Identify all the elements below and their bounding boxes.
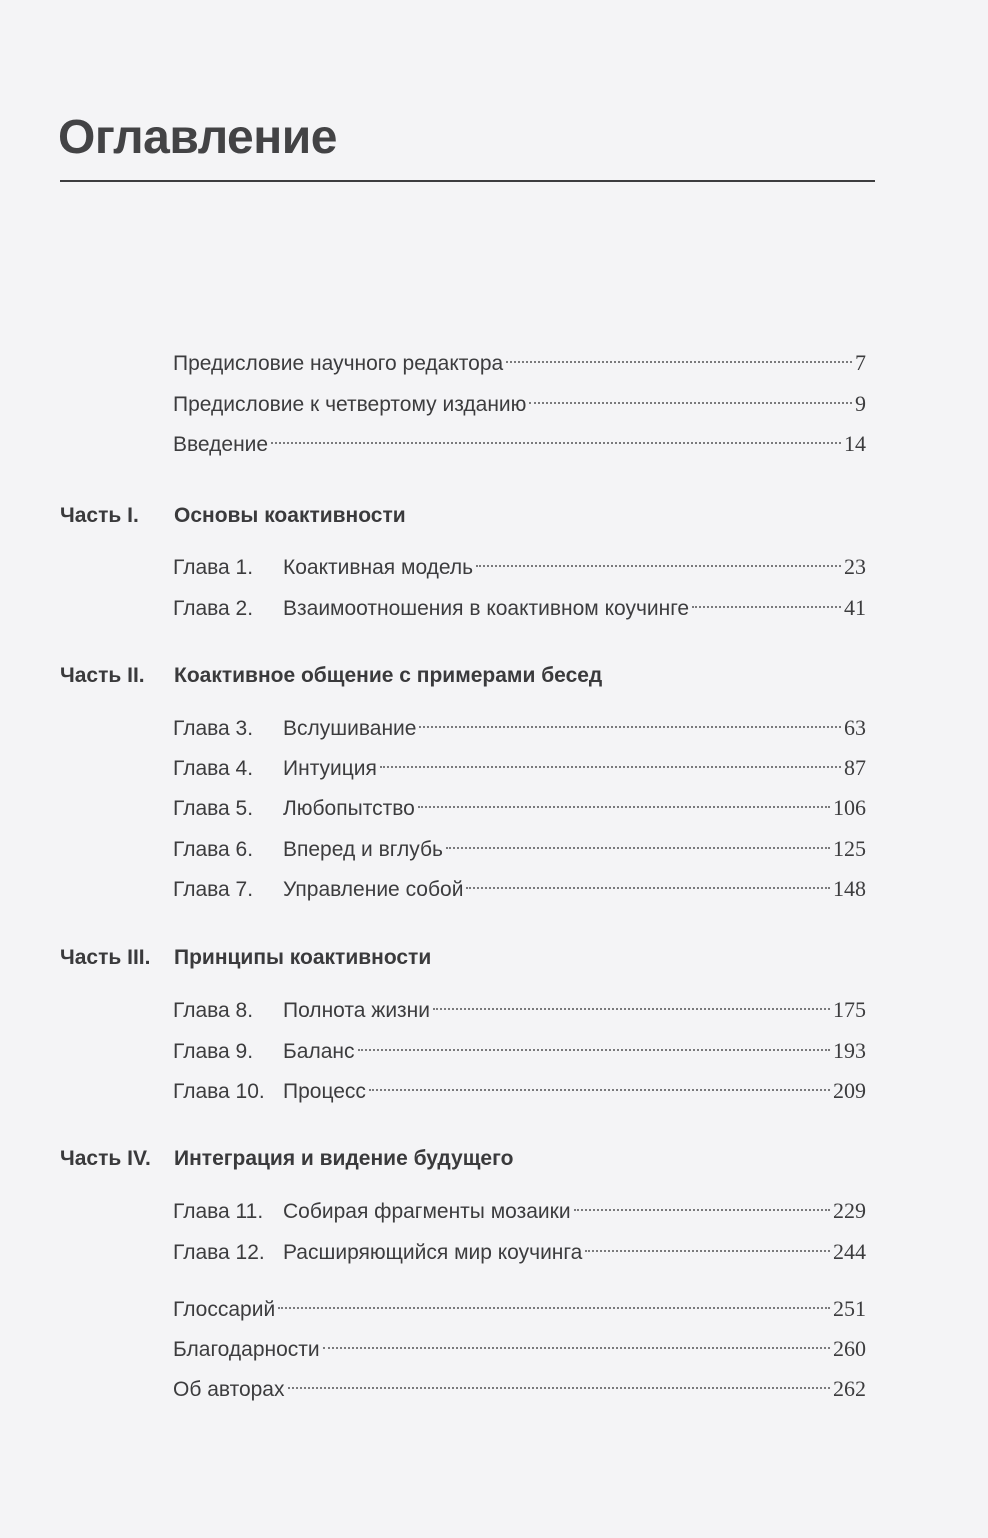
toc-entry-page: 14 — [844, 431, 866, 456]
chapter-page: 209 — [833, 1078, 866, 1103]
toc-chapter-1[interactable] — [173, 544, 866, 579]
chapter-number: Глава 2. — [173, 597, 254, 620]
toc-entry-page: 262 — [833, 1376, 866, 1401]
dot-leader — [418, 785, 830, 815]
chapter-number: Глава 9. — [173, 1040, 254, 1063]
part-label: Часть IV. — [60, 1147, 151, 1170]
toc-entry-label: Об авторах — [173, 1378, 285, 1401]
chapter-number: Глава 3. — [173, 717, 254, 740]
chapter-title: Интуиция — [283, 757, 377, 780]
chapter-number: Глава 7. — [173, 878, 254, 901]
toc-chapter-2[interactable] — [173, 585, 866, 620]
page-title: Оглавление — [58, 111, 337, 164]
toc-entry-back-1[interactable] — [173, 1286, 866, 1321]
dot-leader — [446, 826, 830, 856]
toc-chapter-5[interactable] — [173, 785, 866, 820]
part-label: Часть III. — [60, 946, 151, 969]
chapter-page: 229 — [833, 1198, 866, 1223]
dot-leader — [380, 745, 841, 775]
part-label: Часть II. — [60, 664, 145, 687]
toc-chapter-12[interactable] — [173, 1229, 866, 1264]
chapter-number: Глава 11. — [173, 1200, 264, 1223]
chapter-number: Глава 8. — [173, 999, 254, 1022]
chapter-title: Полнота жизни — [283, 999, 431, 1022]
chapter-number: Глава 10. — [173, 1080, 265, 1103]
toc-entry-page: 260 — [833, 1336, 866, 1361]
part-title: Основы коактивности — [174, 504, 406, 527]
chapter-page: 244 — [833, 1239, 866, 1264]
chapter-page: 106 — [833, 795, 866, 820]
toc-entry-page: 7 — [855, 350, 866, 375]
chapter-title: Процесс — [283, 1080, 366, 1103]
dot-leader — [369, 1068, 830, 1098]
part-label: Часть I. — [60, 504, 139, 527]
dot-leader — [278, 1286, 830, 1316]
chapter-title: Расширяющийся мир коучинга — [283, 1241, 583, 1264]
toc-entry-page: 9 — [855, 391, 866, 416]
toc-entry-label: Глоссарий — [173, 1298, 276, 1321]
chapter-page: 125 — [833, 836, 866, 861]
chapter-title: Собирая фрагменты мозаики — [283, 1200, 571, 1223]
part-title: Коактивное общение с примерами бесед — [174, 664, 603, 687]
toc-entry-back-3[interactable] — [173, 1366, 866, 1401]
chapter-title: Вслушивание — [283, 717, 417, 740]
dot-leader — [433, 987, 830, 1017]
dot-leader — [288, 1366, 831, 1396]
toc-entry-label: Предисловие к четвертому изданию — [173, 393, 527, 416]
chapter-page: 87 — [844, 755, 866, 780]
toc-part-1[interactable] — [60, 501, 406, 531]
chapter-title: Баланс — [283, 1040, 355, 1063]
chapter-page: 193 — [833, 1038, 866, 1063]
chapter-number: Глава 4. — [173, 757, 254, 780]
dot-leader — [271, 421, 841, 451]
chapter-number: Глава 5. — [173, 797, 254, 820]
toc-entry-front-2[interactable] — [173, 381, 866, 416]
dot-leader — [323, 1326, 830, 1356]
toc-entry-front-1[interactable] — [173, 340, 866, 375]
dot-leader — [506, 340, 852, 370]
chapter-number: Глава 1. — [173, 556, 254, 579]
chapter-page: 175 — [833, 997, 866, 1022]
chapter-number: Глава 6. — [173, 838, 254, 861]
toc-chapter-6[interactable] — [173, 826, 866, 861]
dot-leader — [466, 866, 830, 896]
toc-entry-label: Предисловие научного редактора — [173, 352, 504, 375]
chapter-title: Вперед и вглубь — [283, 838, 443, 861]
chapter-number: Глава 12. — [173, 1241, 265, 1264]
chapter-page: 23 — [844, 554, 866, 579]
chapter-page: 148 — [833, 876, 866, 901]
toc-entry-page: 251 — [833, 1296, 866, 1321]
chapter-title: Управление собой — [283, 878, 464, 901]
toc-entry-label: Введение — [173, 433, 269, 456]
toc-entry-back-2[interactable] — [173, 1326, 866, 1361]
chapter-title: Коактивная модель — [283, 556, 474, 579]
part-title: Интеграция и видение будущего — [174, 1147, 514, 1170]
part-title: Принципы коактивности — [174, 946, 432, 969]
dot-leader — [692, 585, 841, 615]
toc-part-4[interactable] — [60, 1144, 513, 1174]
chapter-page: 41 — [844, 595, 866, 620]
toc-chapter-4[interactable] — [173, 745, 866, 780]
dot-leader — [529, 381, 852, 411]
toc-entry-front-3[interactable] — [173, 421, 866, 456]
dot-leader — [574, 1188, 830, 1218]
toc-chapter-8[interactable] — [173, 987, 866, 1022]
dot-leader — [476, 544, 841, 574]
toc-part-2[interactable] — [60, 661, 602, 691]
chapter-title: Взаимоотношения в коактивном коучинге — [283, 597, 690, 620]
dot-leader — [358, 1028, 831, 1058]
toc-chapter-7[interactable] — [173, 866, 866, 901]
chapter-page: 63 — [844, 715, 866, 740]
toc-chapter-10[interactable] — [173, 1068, 866, 1103]
chapter-title: Любопытство — [283, 797, 415, 820]
dot-leader — [419, 705, 841, 735]
toc-part-3[interactable] — [60, 943, 431, 973]
toc-chapter-3[interactable] — [173, 705, 866, 740]
toc-entry-label: Благодарности — [173, 1338, 320, 1361]
toc-chapter-11[interactable] — [173, 1188, 866, 1223]
toc-chapter-9[interactable] — [173, 1028, 866, 1063]
dot-leader — [585, 1229, 830, 1259]
